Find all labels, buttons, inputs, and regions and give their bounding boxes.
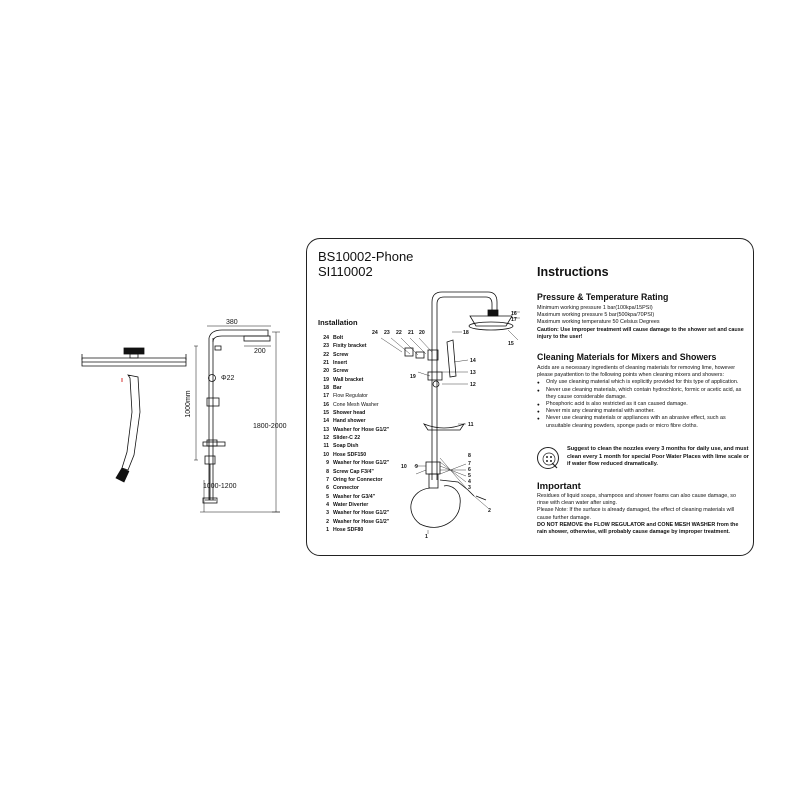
label-8: 8 <box>468 453 471 459</box>
shower-head-side-view <box>82 348 186 382</box>
part-item: 9 Washer for Hose G1/2" <box>326 460 390 467</box>
part-item: 4 Water Diverter <box>326 501 369 508</box>
label-23: 23 <box>384 330 390 336</box>
part-item: 24 Bolt <box>323 335 344 341</box>
caution-text: Caution: Use improper treatment will cause damage to the shower set and cause injury to the user! <box>537 326 744 340</box>
part-item: 3 Washer for Hose G1/2" <box>326 510 390 517</box>
installation-title: Installation <box>318 318 358 327</box>
label-6: 6 <box>468 467 471 473</box>
dim-arm: 200 <box>254 348 266 355</box>
part-item: 13 Washer for Hose G1/2" <box>323 426 390 433</box>
cleaning-heading: Cleaning Materials for Mixers and Showers <box>537 352 717 362</box>
important-heading: Important <box>537 481 581 492</box>
part-item: 21 Insert <box>323 360 348 367</box>
dim-lower-range: 1000-1200 <box>203 483 237 490</box>
label-7: 7 <box>468 461 471 467</box>
label-12: 12 <box>470 382 476 388</box>
label-5: 5 <box>468 473 471 479</box>
label-18: 18 <box>463 330 469 336</box>
temperature-max: Maximum working temperature 50 Celsius Degrees <box>537 319 660 326</box>
dim-width-top: 380 <box>226 319 238 326</box>
nozzle-tip: Suggest to clean the nozzles every 3 months for daily use, and must clean every 1 month for special Poor Water Places with lime scale or if water flow reduced dramatically. <box>567 446 749 468</box>
shower-column-drawing <box>203 330 270 503</box>
part-item: 17 Flow Regulator <box>323 393 368 400</box>
pressure-heading: Pressure & Temperature Rating <box>537 292 669 302</box>
label-15: 15 <box>508 341 514 347</box>
pressure-min: Minimum working pressure 1 bar(100kpa/15PSI) <box>537 305 653 311</box>
part-item: 22 Screw <box>323 351 349 358</box>
important-line-1: Residues of liquid soaps, shampoos and shower foams can also cause damage, so rinse with clean water after using. <box>537 493 736 507</box>
label-17: 17 <box>511 317 517 323</box>
label-19: 19 <box>410 374 416 380</box>
cleaning-text <box>537 365 749 430</box>
cleaning-bullet: ● Only use cleaning material which is explicitly provided for this type of application. <box>537 379 749 386</box>
part-item: 20 Screw <box>323 368 349 375</box>
parts-list <box>321 334 389 534</box>
part-item: 7 Oring for Connector <box>326 476 383 483</box>
label-2: 2 <box>488 508 491 514</box>
part-item: 11 Soap Dish <box>323 443 359 450</box>
part-item: 2 Washer for Hose G1/2" <box>326 518 390 525</box>
label-21: 21 <box>408 330 414 336</box>
label-11: 11 <box>468 422 474 428</box>
label-1: 1 <box>425 534 428 540</box>
part-item: 12 Slider-C 22 <box>323 435 361 442</box>
dim-total-height: 1800-2000 <box>253 423 287 430</box>
pressure-max: Maximum working pressure 5 bar(500kpa/70PSI) <box>537 312 655 319</box>
part-item: 1 Hose SDF80 <box>326 526 364 533</box>
hand-shower-view <box>116 375 140 482</box>
part-item: 23 Fixity bracket <box>323 343 367 350</box>
model-code-2: SI110002 <box>318 264 373 279</box>
cleaning-intro: Acids are a necessary ingredients of cleaning materials for removing lime, however please payattention to the following points when cleaning mixers and showers: <box>537 365 736 379</box>
cleaning-bullet: ● Never mix any cleaning material with another. <box>537 408 749 415</box>
label-24: 24 <box>372 330 378 336</box>
part-item: 8 Screw Cap F3/4" <box>326 468 374 475</box>
label-22: 22 <box>396 330 402 336</box>
cleaning-bullet: ● Phosphoric acid is also restricted as it can caused damage. <box>537 401 749 408</box>
important-warning: DO NOT REMOVE the FLOW REGULATOR and CONE MESH WASHER from the rain shower, otherwise, will probably cause damage by improper treatment. <box>537 521 739 536</box>
part-item: 16 Cone Mesh Washer <box>323 401 379 408</box>
part-item: 6 Connector <box>326 485 359 492</box>
label-13: 13 <box>470 370 476 376</box>
label-4: 4 <box>468 479 471 485</box>
pressure-text <box>537 305 749 341</box>
part-item: 19 Wall bracket <box>323 376 364 383</box>
model-code-1: BS10002-Phone <box>318 249 414 264</box>
nozzle-cleaning-icon <box>537 447 559 469</box>
important-text <box>537 493 749 536</box>
important-line-2: Please Note: If the surface is already damaged, the effect of cleaning materials will cause further damage. <box>537 507 735 521</box>
part-item: 14 Hand shower <box>323 418 366 425</box>
cleaning-bullet: ● Never use cleaning materials, which contain hydrochloric, formic or acetic acid, as they cause considerable damage. <box>537 387 749 401</box>
part-item: 5 Washer for G3/4" <box>326 493 376 500</box>
part-item: 18 Bar <box>323 385 342 392</box>
label-16: 16 <box>511 311 517 317</box>
dim-bar-length: 1000mm <box>185 390 192 418</box>
label-10: 10 <box>401 464 407 470</box>
dim-diameter: Φ22 <box>221 375 235 382</box>
instructions-title: Instructions <box>537 265 609 279</box>
part-item: 10 Hose SDF150 <box>323 451 367 458</box>
cleaning-bullet: ● Never use cleaning materials or appliances with an abrasive effect, such as unsuitable cleaning powders, sponge pads or micro fibre cloths. <box>537 415 749 429</box>
label-9: 9 <box>415 464 418 470</box>
label-3: 3 <box>468 485 471 491</box>
label-14: 14 <box>470 358 476 364</box>
label-20: 20 <box>419 330 425 336</box>
part-item: 15 Shower head <box>323 410 366 417</box>
